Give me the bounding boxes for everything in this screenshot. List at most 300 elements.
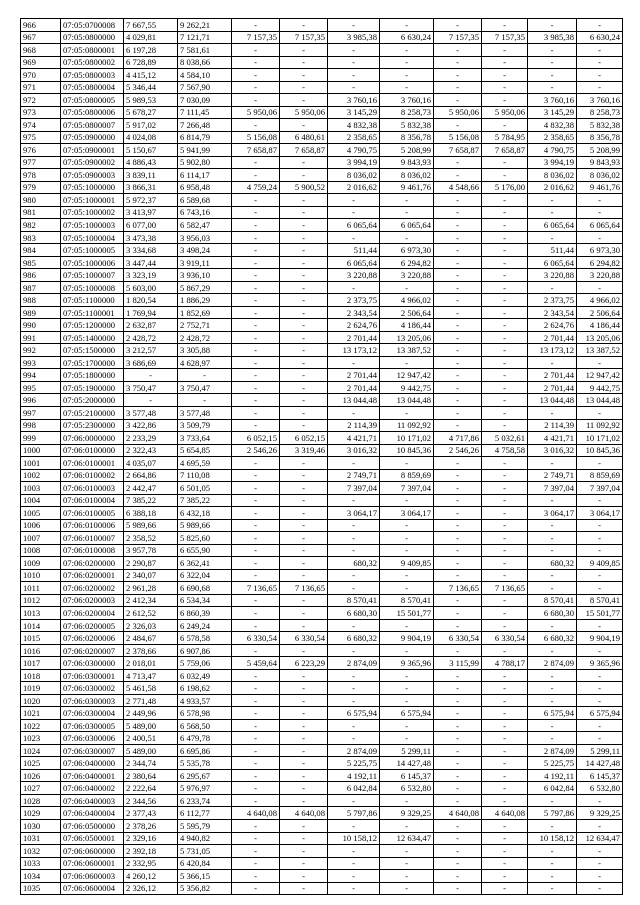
cell-value-5: 680,32	[328, 557, 380, 570]
cell-value-3: 4 640,08	[232, 807, 280, 820]
cell-value-1: 5 917,02	[124, 119, 178, 132]
cell-value-6: 3 064,17	[380, 507, 434, 520]
cell-value-5: 4 192,11	[328, 769, 380, 782]
cell-value-9: 8 036,02	[528, 169, 577, 182]
cell-value-4: -	[280, 331, 328, 344]
cell-value-9: -	[528, 682, 577, 695]
cell-value-8: -	[482, 244, 528, 257]
cell-value-10: -	[577, 19, 623, 32]
cell-row-number: 1029	[21, 807, 61, 820]
cell-value-6: 6 973,30	[380, 244, 434, 257]
cell-value-7: -	[434, 231, 482, 244]
cell-value-8: -	[482, 81, 528, 94]
cell-value-4: -	[280, 557, 328, 570]
cell-value-4: -	[280, 169, 328, 182]
cell-value-7: -	[434, 119, 482, 132]
cell-value-1: 2 340,07	[124, 569, 178, 582]
cell-value-6: -	[380, 582, 434, 595]
cell-value-6: 8 036,02	[380, 169, 434, 182]
cell-value-5: 5 797,86	[328, 807, 380, 820]
cell-value-4: -	[280, 381, 328, 394]
cell-value-2: 6 655,90	[178, 544, 232, 557]
cell-value-9: 3 994,19	[528, 156, 577, 169]
table-row	[21, 256, 623, 269]
cell-value-3: -	[232, 94, 280, 107]
cell-value-7: -	[434, 457, 482, 470]
cell-value-3: -	[232, 169, 280, 182]
table-row	[21, 494, 623, 507]
cell-code: 07:05:1700000	[61, 356, 124, 369]
cell-value-8: -	[482, 231, 528, 244]
cell-value-4: -	[280, 206, 328, 219]
cell-value-6: 9 409,85	[380, 557, 434, 570]
cell-value-2: 6 568,50	[178, 719, 232, 732]
cell-code: 07:06:0200000	[61, 557, 124, 570]
cell-value-4: -	[280, 607, 328, 620]
cell-value-10: 8 258,73	[577, 106, 623, 119]
cell-value-8: 5 950,06	[482, 106, 528, 119]
cell-value-1: 1 820,54	[124, 294, 178, 307]
cell-value-4: -	[280, 269, 328, 282]
table-row	[21, 131, 623, 144]
cell-value-7: -	[434, 544, 482, 557]
table-row	[21, 882, 623, 895]
cell-code: 07:06:0000000	[61, 432, 124, 445]
cell-value-5: 2 624,76	[328, 319, 380, 332]
cell-value-8: -	[482, 319, 528, 332]
cell-value-6: 9 904,19	[380, 632, 434, 645]
cell-value-3: -	[232, 669, 280, 682]
cell-value-4: -	[280, 569, 328, 582]
cell-value-2: 5 902,80	[178, 156, 232, 169]
cell-row-number: 999	[21, 432, 61, 445]
cell-value-2: 5 989,66	[178, 519, 232, 532]
cell-code: 07:05:1100000	[61, 294, 124, 307]
cell-value-2: 7 121,71	[178, 31, 232, 44]
cell-value-5: 3 760,16	[328, 94, 380, 107]
cell-value-10: 9 904,19	[577, 632, 623, 645]
cell-code: 07:06:0100007	[61, 532, 124, 545]
cell-value-5: 6 680,30	[328, 607, 380, 620]
cell-value-3: -	[232, 870, 280, 883]
cell-value-7: -	[434, 269, 482, 282]
cell-value-2: 5 535,78	[178, 757, 232, 770]
cell-value-5: -	[328, 732, 380, 745]
cell-value-9: -	[528, 206, 577, 219]
cell-value-10: -	[577, 882, 623, 895]
cell-value-4: -	[280, 619, 328, 632]
cell-value-7: 7 658,87	[434, 144, 482, 157]
cell-value-4: -	[280, 707, 328, 720]
cell-value-9: -	[528, 569, 577, 582]
cell-value-7: -	[434, 719, 482, 732]
table-row	[21, 369, 623, 382]
cell-value-1: 4 886,43	[124, 156, 178, 169]
cell-value-9: 13 044,48	[528, 394, 577, 407]
cell-value-5: -	[328, 544, 380, 557]
cell-code: 07:06:0200007	[61, 644, 124, 657]
cell-code: 07:06:0100008	[61, 544, 124, 557]
cell-row-number: 996	[21, 394, 61, 407]
cell-row-number: 998	[21, 419, 61, 432]
cell-value-10: -	[577, 194, 623, 207]
cell-row-number: 1001	[21, 457, 61, 470]
cell-value-9: -	[528, 694, 577, 707]
cell-value-4: -	[280, 469, 328, 482]
table-row	[21, 356, 623, 369]
table-row	[21, 482, 623, 495]
cell-value-7: -	[434, 69, 482, 82]
cell-row-number: 989	[21, 306, 61, 319]
cell-value-5: 2 701,44	[328, 331, 380, 344]
cell-value-8: 7 157,35	[482, 31, 528, 44]
cell-value-6: 5 299,11	[380, 744, 434, 757]
cell-value-6: 9 365,96	[380, 657, 434, 670]
cell-value-5: 13 173,12	[328, 344, 380, 357]
cell-value-6: 13 205,06	[380, 331, 434, 344]
cell-value-9: 680,32	[528, 557, 577, 570]
cell-row-number: 1028	[21, 794, 61, 807]
cell-value-3: -	[232, 419, 280, 432]
cell-value-6: 9 843,93	[380, 156, 434, 169]
cell-row-number: 981	[21, 206, 61, 219]
cell-value-10: 6 532,80	[577, 782, 623, 795]
cell-value-10: -	[577, 794, 623, 807]
cell-value-1: 2 322,43	[124, 444, 178, 457]
cell-value-7: -	[434, 532, 482, 545]
cell-value-2: 6 907,86	[178, 644, 232, 657]
cell-value-3: 5 459,64	[232, 657, 280, 670]
cell-value-5: 8 570,41	[328, 594, 380, 607]
cell-value-6: 12 947,42	[380, 369, 434, 382]
cell-value-5: -	[328, 231, 380, 244]
cell-value-5: 511,44	[328, 244, 380, 257]
cell-value-2: 6 695,86	[178, 744, 232, 757]
cell-value-1: 2 392,18	[124, 845, 178, 858]
cell-value-6: -	[380, 532, 434, 545]
cell-value-10: 9 442,75	[577, 381, 623, 394]
cell-value-4: -	[280, 782, 328, 795]
cell-code: 07:05:0800001	[61, 44, 124, 57]
cell-value-7: -	[434, 619, 482, 632]
cell-row-number: 969	[21, 56, 61, 69]
cell-value-3: -	[232, 119, 280, 132]
cell-row-number: 1022	[21, 719, 61, 732]
cell-value-9: -	[528, 732, 577, 745]
cell-code: 07:05:1000008	[61, 281, 124, 294]
cell-value-3: -	[232, 782, 280, 795]
cell-value-10: 3 220,88	[577, 269, 623, 282]
cell-value-7: -	[434, 507, 482, 520]
cell-value-10: -	[577, 281, 623, 294]
cell-value-2: 5 595,79	[178, 820, 232, 833]
cell-row-number: 978	[21, 169, 61, 182]
cell-value-3: 7 157,35	[232, 31, 280, 44]
cell-value-8: -	[482, 532, 528, 545]
cell-value-5: 2 749,71	[328, 469, 380, 482]
cell-value-8: -	[482, 119, 528, 132]
table-row	[21, 532, 623, 545]
cell-value-2: 1 886,29	[178, 294, 232, 307]
cell-value-5: -	[328, 870, 380, 883]
cell-value-4: -	[280, 244, 328, 257]
cell-value-1: 3 413,97	[124, 206, 178, 219]
cell-value-5: -	[328, 532, 380, 545]
cell-value-10: -	[577, 870, 623, 883]
cell-value-6: 2 506,64	[380, 306, 434, 319]
table-row	[21, 807, 623, 820]
cell-value-6: -	[380, 231, 434, 244]
cell-value-2: 6 198,62	[178, 682, 232, 695]
cell-value-7: -	[434, 732, 482, 745]
table-row	[21, 457, 623, 470]
cell-value-6: 6 575,94	[380, 707, 434, 720]
cell-value-7: -	[434, 857, 482, 870]
cell-value-9: 2 358,65	[528, 131, 577, 144]
cell-value-8: -	[482, 832, 528, 845]
cell-code: 07:05:0800002	[61, 56, 124, 69]
cell-code: 07:06:0300007	[61, 744, 124, 757]
cell-value-4: -	[280, 682, 328, 695]
cell-value-7: -	[434, 882, 482, 895]
cell-value-7: -	[434, 56, 482, 69]
cell-value-8: 5 176,00	[482, 181, 528, 194]
table-row	[21, 206, 623, 219]
cell-code: 07:05:1000004	[61, 231, 124, 244]
cell-code: 07:05:2100000	[61, 406, 124, 419]
cell-value-4: -	[280, 732, 328, 745]
table-row	[21, 94, 623, 107]
table-row	[21, 194, 623, 207]
cell-value-3: -	[232, 682, 280, 695]
table-row	[21, 306, 623, 319]
cell-value-1: -	[124, 369, 178, 382]
cell-value-4: -	[280, 44, 328, 57]
cell-value-5: 2 701,44	[328, 369, 380, 382]
cell-value-3: -	[232, 744, 280, 757]
cell-value-3: -	[232, 832, 280, 845]
cell-value-10: 8 036,02	[577, 169, 623, 182]
table-row	[21, 344, 623, 357]
cell-value-4: -	[280, 832, 328, 845]
cell-value-7: -	[434, 281, 482, 294]
cell-value-5: 2 874,09	[328, 657, 380, 670]
cell-value-7: 7 157,35	[434, 31, 482, 44]
cell-value-8: -	[482, 782, 528, 795]
cell-value-7: -	[434, 845, 482, 858]
cell-value-5: 6 680,32	[328, 632, 380, 645]
table-row	[21, 31, 623, 44]
cell-value-6: -	[380, 356, 434, 369]
cell-value-9: 3 016,32	[528, 444, 577, 457]
cell-value-8: -	[482, 156, 528, 169]
cell-value-3: -	[232, 569, 280, 582]
cell-code: 07:06:0100002	[61, 469, 124, 482]
cell-value-7: -	[434, 782, 482, 795]
cell-value-6: 6 065,64	[380, 219, 434, 232]
cell-value-10: -	[577, 669, 623, 682]
cell-value-6: -	[380, 44, 434, 57]
cell-value-9: 2 874,09	[528, 744, 577, 757]
cell-code: 07:06:0600001	[61, 857, 124, 870]
cell-value-10: 10 845,36	[577, 444, 623, 457]
cell-code: 07:05:2300000	[61, 419, 124, 432]
table-row	[21, 845, 623, 858]
table-row	[21, 794, 623, 807]
cell-value-10: 12 634,47	[577, 832, 623, 845]
table-row	[21, 119, 623, 132]
data-table	[20, 18, 623, 895]
cell-value-4: -	[280, 406, 328, 419]
cell-value-7: -	[434, 294, 482, 307]
cell-value-4: 6 223,29	[280, 657, 328, 670]
cell-value-4: -	[280, 231, 328, 244]
cell-value-8: -	[482, 694, 528, 707]
table-row	[21, 294, 623, 307]
cell-value-8: -	[482, 306, 528, 319]
cell-value-9: -	[528, 619, 577, 632]
cell-value-6: -	[380, 845, 434, 858]
cell-value-9: 2 373,75	[528, 294, 577, 307]
cell-value-10: -	[577, 532, 623, 545]
cell-row-number: 1012	[21, 594, 61, 607]
cell-value-7: -	[434, 694, 482, 707]
cell-value-3: -	[232, 557, 280, 570]
cell-value-7: -	[434, 557, 482, 570]
cell-value-2: 7 030,09	[178, 94, 232, 107]
cell-value-9: 6 575,94	[528, 707, 577, 720]
cell-value-1: 5 989,66	[124, 519, 178, 532]
cell-value-2: 5 366,15	[178, 870, 232, 883]
cell-row-number: 1026	[21, 769, 61, 782]
cell-value-6: 6 630,24	[380, 31, 434, 44]
table-row	[21, 582, 623, 595]
cell-value-1: 2 378,26	[124, 820, 178, 833]
cell-value-10: -	[577, 619, 623, 632]
cell-value-3: -	[232, 607, 280, 620]
cell-value-7: -	[434, 870, 482, 883]
cell-value-2: 6 479,78	[178, 732, 232, 745]
cell-value-5: 6 575,94	[328, 707, 380, 720]
cell-code: 07:05:1000000	[61, 181, 124, 194]
cell-value-6: 6 145,37	[380, 769, 434, 782]
cell-value-6: -	[380, 69, 434, 82]
cell-value-3: -	[232, 369, 280, 382]
cell-value-1: 5 461,58	[124, 682, 178, 695]
cell-value-2: 5 356,82	[178, 882, 232, 895]
cell-value-8: -	[482, 419, 528, 432]
cell-value-7: -	[434, 244, 482, 257]
table-row	[21, 269, 623, 282]
cell-value-7: -	[434, 306, 482, 319]
cell-code: 07:05:0900001	[61, 144, 124, 157]
cell-value-9: 2 874,09	[528, 657, 577, 670]
cell-value-10: -	[577, 857, 623, 870]
cell-code: 07:06:0400000	[61, 757, 124, 770]
cell-value-10: 13 205,06	[577, 331, 623, 344]
cell-value-1: 6 077,00	[124, 219, 178, 232]
cell-value-5: 7 397,04	[328, 482, 380, 495]
cell-value-9: -	[528, 794, 577, 807]
cell-value-9: -	[528, 406, 577, 419]
cell-code: 07:05:0800003	[61, 69, 124, 82]
cell-value-1: 5 346,44	[124, 81, 178, 94]
cell-value-9: -	[528, 457, 577, 470]
cell-value-1: 3 212,57	[124, 344, 178, 357]
cell-row-number: 1011	[21, 582, 61, 595]
cell-value-5: -	[328, 494, 380, 507]
cell-value-6: -	[380, 569, 434, 582]
cell-value-1: 4 029,81	[124, 31, 178, 44]
cell-value-4: -	[280, 719, 328, 732]
cell-value-8: -	[482, 757, 528, 770]
cell-value-5: 4 832,38	[328, 119, 380, 132]
cell-value-7: -	[434, 381, 482, 394]
cell-code: 07:06:0100004	[61, 494, 124, 507]
cell-value-7: -	[434, 820, 482, 833]
cell-value-6: 3 760,16	[380, 94, 434, 107]
cell-value-1: 2 442,47	[124, 482, 178, 495]
cell-code: 07:05:0900002	[61, 156, 124, 169]
cell-value-1: 5 678,27	[124, 106, 178, 119]
cell-value-2: 4 628,97	[178, 356, 232, 369]
cell-value-10: 8 570,41	[577, 594, 623, 607]
cell-value-9: 6 680,30	[528, 607, 577, 620]
cell-value-6: 14 427,48	[380, 757, 434, 770]
cell-value-6: -	[380, 206, 434, 219]
cell-row-number: 988	[21, 294, 61, 307]
cell-code: 07:06:0400004	[61, 807, 124, 820]
cell-code: 07:05:0800005	[61, 94, 124, 107]
cell-value-4: -	[280, 482, 328, 495]
cell-value-4: -	[280, 306, 328, 319]
cell-value-6: -	[380, 644, 434, 657]
cell-value-10: -	[577, 820, 623, 833]
cell-value-8: -	[482, 19, 528, 32]
cell-value-2: 3 956,03	[178, 231, 232, 244]
cell-code: 07:05:1200000	[61, 319, 124, 332]
cell-value-2: 6 420,84	[178, 857, 232, 870]
cell-value-8: -	[482, 519, 528, 532]
cell-value-10: 2 506,64	[577, 306, 623, 319]
cell-value-1: 4 713,47	[124, 669, 178, 682]
cell-value-9: -	[528, 281, 577, 294]
cell-row-number: 1017	[21, 657, 61, 670]
cell-value-4: -	[280, 81, 328, 94]
cell-value-8: -	[482, 369, 528, 382]
cell-value-9: -	[528, 81, 577, 94]
cell-value-7: 6 330,54	[434, 632, 482, 645]
cell-value-2: 3 577,48	[178, 406, 232, 419]
cell-value-4: 7 136,65	[280, 582, 328, 595]
cell-code: 07:06:0600003	[61, 870, 124, 883]
cell-value-5: -	[328, 857, 380, 870]
cell-value-7: 5 950,06	[434, 106, 482, 119]
cell-value-6: 8 258,73	[380, 106, 434, 119]
cell-value-7: -	[434, 356, 482, 369]
cell-value-3: -	[232, 269, 280, 282]
cell-value-3: -	[232, 356, 280, 369]
cell-value-1: 6 728,89	[124, 56, 178, 69]
cell-row-number: 973	[21, 106, 61, 119]
cell-value-9: 4 421,71	[528, 432, 577, 445]
cell-row-number: 980	[21, 194, 61, 207]
cell-value-5: -	[328, 44, 380, 57]
cell-value-2: 3 750,47	[178, 381, 232, 394]
cell-value-10: 6 294,82	[577, 256, 623, 269]
cell-value-2: 4 933,57	[178, 694, 232, 707]
cell-value-7: -	[434, 331, 482, 344]
